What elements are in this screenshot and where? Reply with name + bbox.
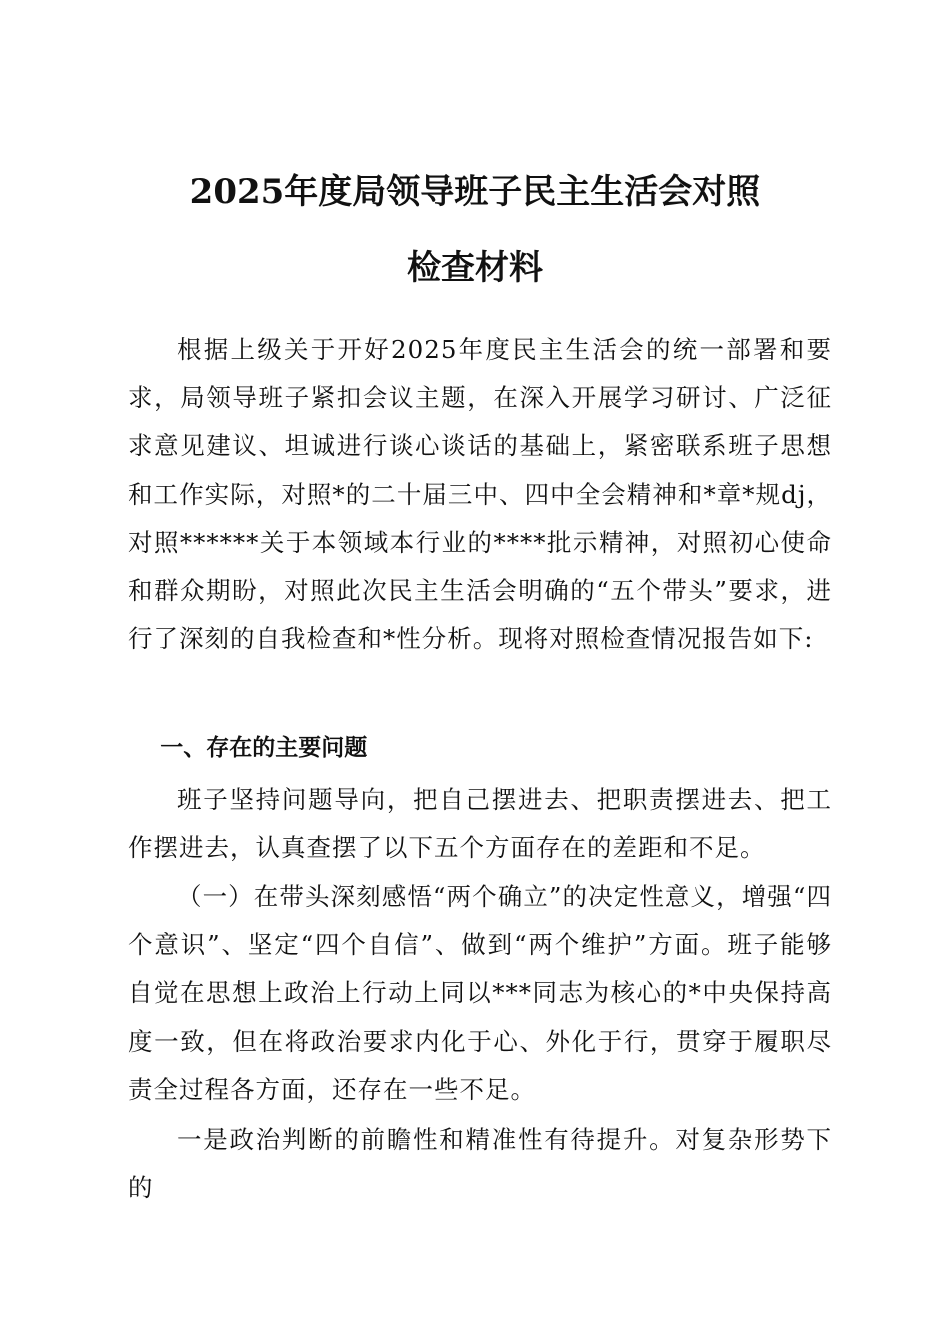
section-intro-paragraph: 班子坚持问题导向，把自己摆进去、把职责摆进去、把工作摆进去，认真查摆了以下五个方面存在的差距和不足。 <box>128 785 832 863</box>
document-title-line-2: 检查材料 <box>407 248 543 288</box>
subsection-paragraph: （一）在带头深刻感悟“两个确立”的决定性意义，增强“四个意识”、坚定“四个自信”、做到“两个维护”方面。班子能够自觉在思想上政治上行动上同以***同志为核心的*中央保持高度一致，但在将政治要求内化于心、外化于行，贯穿于履职尽责全过程各方面，还存在一些不足。 <box>128 882 832 1104</box>
intro-paragraph: 根据上级关于开好2025年度民主生活会的统一部署和要求，局领导班子紧扣会议主题，在深入开展学习研讨、广泛征求意见建议、坦诚进行谈心谈话的基础上，紧密联系班子思想和工作实际，对照*的二十届三中、四中全会精神和*章*规dj，对照******关于本领域本行业的****批示精神，对照初心使命和群众期盼，对照此次民主生活会明确的“五个带头”要求，进行了深刻的自我检查和*性分析。现将对照检查情况报告如下: <box>128 335 832 654</box>
document-title-line-1: 2025年度局领导班子民主生活会对照 <box>189 172 761 212</box>
point-paragraph: 一是政治判断的前瞻性和精准性有待提升。对复杂形势下的 <box>128 1125 832 1203</box>
section-heading: 一、存在的主要问题 <box>160 735 368 761</box>
